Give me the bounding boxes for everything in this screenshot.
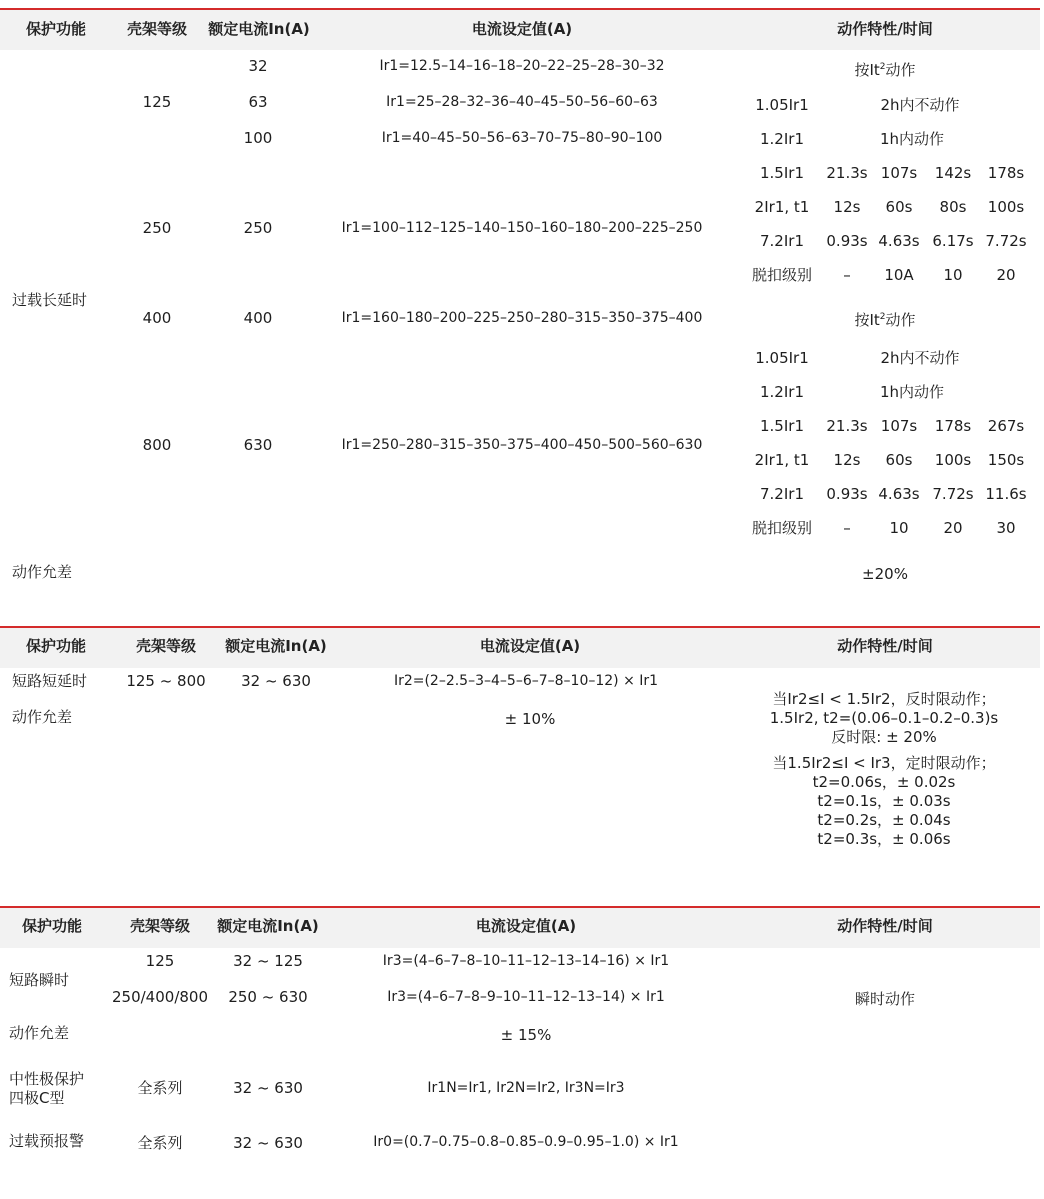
trip-cell: 80s bbox=[939, 198, 967, 216]
row-label-tolerance: 动作允差 bbox=[12, 563, 73, 581]
char-line: t2=0.1s，± 0.03s bbox=[817, 792, 951, 810]
setting-value: Ir1=250–280–315–350–375–400–450–500–560–630 bbox=[341, 437, 703, 453]
char-result: 1h内动作 bbox=[879, 130, 945, 148]
tolerance-value: ± 10% bbox=[504, 710, 556, 728]
setting-value: Ir1=160–180–200–225–250–280–315–350–375–400 bbox=[341, 310, 703, 326]
current-value: 32 bbox=[248, 57, 268, 75]
setting-value: Ir1=25–28–32–36–40–45–50–56–60–63 bbox=[386, 94, 658, 110]
col-characteristic: 动作特性/时间 bbox=[837, 917, 933, 935]
trip-cell: 20 bbox=[943, 519, 963, 537]
row-label-neutral: 中性极保护 bbox=[9, 1070, 85, 1088]
row-label-tolerance: 动作允差 bbox=[9, 1024, 70, 1042]
trip-cell: 1.5Ir1 bbox=[760, 417, 804, 435]
current-value: 32 ~ 630 bbox=[233, 1134, 303, 1152]
setting-value: Ir1=12.5–14–16–18–20–22–25–28–30–32 bbox=[379, 58, 665, 74]
frame-value: 125 bbox=[142, 93, 172, 111]
char-line: 当1.5Ir2≤I < Ir3，定时限动作； bbox=[772, 754, 996, 772]
trip-cell: 4.63s bbox=[878, 232, 920, 250]
current-value: 100 bbox=[243, 129, 273, 147]
trip-cell: 7.2Ir1 bbox=[760, 485, 804, 503]
char-multiple: 1.2Ir1 bbox=[760, 383, 804, 401]
trip-cell: 100s bbox=[934, 451, 972, 469]
current-value: 63 bbox=[248, 93, 268, 111]
trip-cell: 150s bbox=[987, 451, 1025, 469]
setting-value: Ir1N=Ir1, Ir2N=Ir2, Ir3N=Ir3 bbox=[427, 1080, 625, 1096]
trip-cell: 10 bbox=[889, 519, 909, 537]
frame-value: 250 bbox=[142, 219, 172, 237]
current-value: 32 ~ 630 bbox=[233, 1079, 303, 1097]
trip-cell: – bbox=[843, 266, 851, 284]
trip-cell: 11.6s bbox=[985, 485, 1027, 503]
trip-cell: – bbox=[843, 519, 851, 537]
setting-value: Ir2=(2–2.5–3–4–5–6–7–8–10–12) × Ir1 bbox=[393, 673, 659, 689]
frame-value: 800 bbox=[142, 436, 172, 454]
setting-value: Ir1=40–45–50–56–63–70–75–80–90–100 bbox=[381, 130, 663, 146]
char-line: t2=0.06s，± 0.02s bbox=[812, 773, 956, 791]
char-multiple: 1.05Ir1 bbox=[755, 96, 809, 114]
trip-cell: 6.17s bbox=[932, 232, 974, 250]
col-frame: 壳架等级 bbox=[129, 917, 191, 935]
frame-value: 全系列 bbox=[137, 1134, 183, 1152]
row-label-alarm: 过载预报警 bbox=[9, 1132, 85, 1150]
col-setting: 电流设定值(A) bbox=[475, 917, 577, 935]
frame-value: 全系列 bbox=[137, 1079, 183, 1097]
trip-cell: 0.93s bbox=[826, 485, 868, 503]
char-multiple: 1.05Ir1 bbox=[755, 349, 809, 367]
frame-value: 400 bbox=[142, 309, 172, 327]
trip-cell: 12s bbox=[833, 451, 861, 469]
char-line: t2=0.3s，± 0.06s bbox=[817, 830, 951, 848]
trip-cell: 20 bbox=[996, 266, 1016, 284]
trip-cell: 1.5Ir1 bbox=[760, 164, 804, 182]
setting-value: Ir3=(4–6–7–8–10–11–12–13–14–16) × Ir1 bbox=[382, 953, 670, 969]
setting-value: Ir1=100–112–125–140–150–160–180–200–225–250 bbox=[341, 220, 703, 236]
current-value: 400 bbox=[243, 309, 273, 327]
col-characteristic: 动作特性/时间 bbox=[837, 637, 933, 655]
char-line: 反时限: ± 20% bbox=[831, 728, 937, 746]
trip-cell: 178s bbox=[934, 417, 972, 435]
row-label-tolerance: 动作允差 bbox=[12, 708, 73, 726]
col-frame: 壳架等级 bbox=[135, 637, 197, 655]
col-setting: 电流设定值(A) bbox=[471, 20, 573, 38]
trip-cell: 30 bbox=[996, 519, 1016, 537]
col-protection: 保护功能 bbox=[21, 917, 83, 935]
setting-value: Ir3=(4–6–7–8–9–10–11–12–13–14) × Ir1 bbox=[387, 989, 665, 1005]
tolerance-value: ± 15% bbox=[500, 1026, 552, 1044]
trip-cell: 107s bbox=[880, 164, 918, 182]
trip-cell: 10 bbox=[943, 266, 963, 284]
col-characteristic: 动作特性/时间 bbox=[837, 20, 933, 38]
it2-action-note: 按It$^2$动作 bbox=[854, 311, 916, 329]
frame-value: 125 bbox=[145, 952, 175, 970]
frame-value: 250/400/800 bbox=[112, 988, 208, 1006]
char-result: 1h内动作 bbox=[879, 383, 945, 401]
instant-action: 瞬时动作 bbox=[854, 990, 916, 1008]
trip-cell: 2Ir1, t1 bbox=[754, 198, 810, 216]
frame-value: 125 ~ 800 bbox=[126, 672, 206, 690]
col-rated-current: 额定电流In(A) bbox=[217, 917, 319, 935]
trip-cell: 60s bbox=[885, 451, 913, 469]
current-value: 250 ~ 630 bbox=[228, 988, 308, 1006]
it2-action-note: 按It$^2$动作 bbox=[854, 61, 916, 79]
char-multiple: 1.2Ir1 bbox=[760, 130, 804, 148]
col-frame: 壳架等级 bbox=[126, 20, 188, 38]
trip-cell: 21.3s bbox=[826, 164, 868, 182]
trip-cell: 0.93s bbox=[826, 232, 868, 250]
row-label-overload: 过载长延时 bbox=[12, 291, 88, 309]
trip-cell: 267s bbox=[987, 417, 1025, 435]
char-line: t2=0.2s，± 0.04s bbox=[817, 811, 951, 829]
col-protection: 保护功能 bbox=[25, 20, 87, 38]
trip-cell: 100s bbox=[987, 198, 1025, 216]
char-result: 2h内不动作 bbox=[880, 349, 960, 367]
row-label-instant: 短路瞬时 bbox=[9, 971, 70, 989]
current-value: 32 ~ 125 bbox=[233, 952, 303, 970]
trip-cell: 60s bbox=[885, 198, 913, 216]
char-line: 当Ir2≤I < 1.5Ir2，反时限动作； bbox=[772, 690, 996, 708]
char-line: 1.5Ir2, t2=(0.06–0.1–0.2–0.3)s bbox=[769, 709, 999, 727]
trip-cell: 142s bbox=[934, 164, 972, 182]
trip-cell: 脱扣级别 bbox=[751, 519, 813, 537]
trip-cell: 12s bbox=[833, 198, 861, 216]
trip-cell: 7.2Ir1 bbox=[760, 232, 804, 250]
trip-cell: 2Ir1, t1 bbox=[754, 451, 810, 469]
current-value: 250 bbox=[243, 219, 273, 237]
trip-cell: 21.3s bbox=[826, 417, 868, 435]
setting-value: Ir0=(0.7–0.75–0.8–0.85–0.9–0.95–1.0) × Ir1 bbox=[373, 1134, 679, 1150]
trip-cell: 4.63s bbox=[878, 485, 920, 503]
current-value: 630 bbox=[243, 436, 273, 454]
char-result: 2h内不动作 bbox=[880, 96, 960, 114]
col-rated-current: 额定电流In(A) bbox=[225, 637, 327, 655]
trip-cell: 107s bbox=[880, 417, 918, 435]
current-value: 32 ~ 630 bbox=[241, 672, 311, 690]
col-protection: 保护功能 bbox=[25, 637, 87, 655]
row-label-short-delay: 短路短延时 bbox=[12, 672, 88, 690]
trip-cell: 7.72s bbox=[985, 232, 1027, 250]
row-label-neutral-type: 四极C型 bbox=[9, 1089, 65, 1107]
trip-cell: 7.72s bbox=[932, 485, 974, 503]
trip-cell: 178s bbox=[987, 164, 1025, 182]
col-rated-current: 额定电流In(A) bbox=[208, 20, 310, 38]
trip-cell: 脱扣级别 bbox=[751, 266, 813, 284]
col-setting: 电流设定值(A) bbox=[479, 637, 581, 655]
tolerance-value: ±20% bbox=[862, 565, 908, 583]
trip-cell: 10A bbox=[884, 266, 914, 284]
